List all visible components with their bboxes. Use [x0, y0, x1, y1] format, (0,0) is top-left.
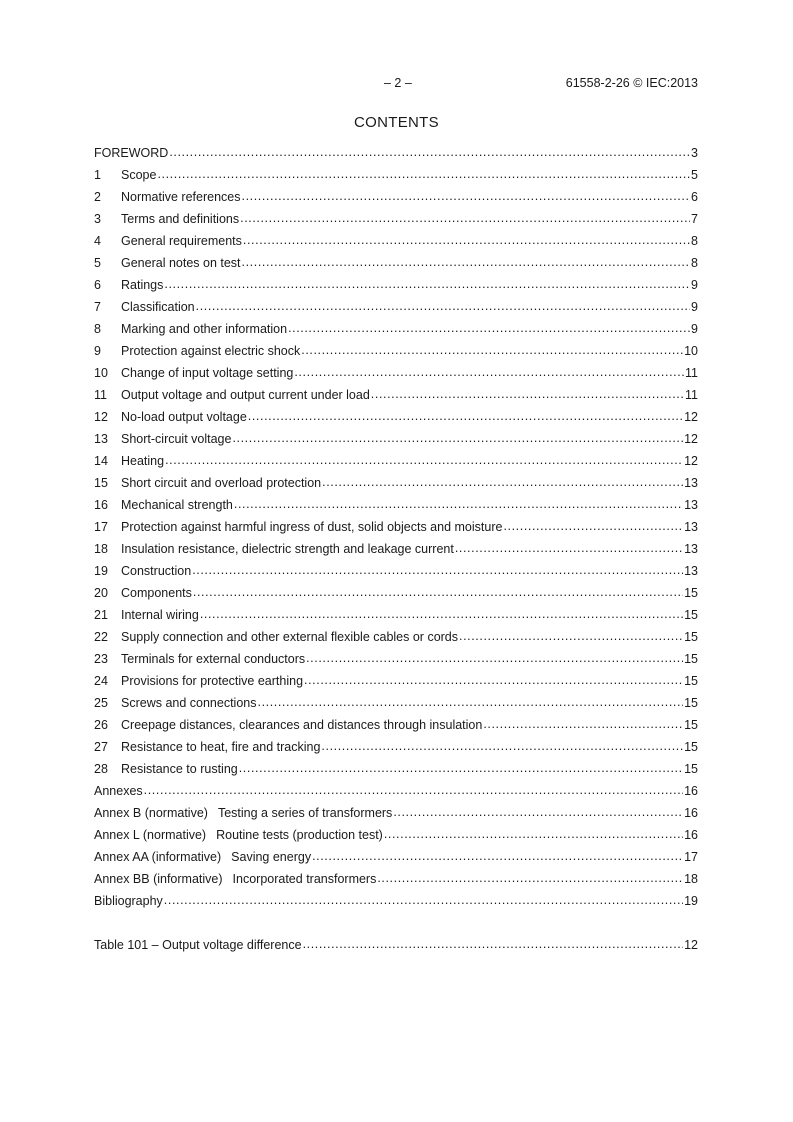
toc-entry-title: Terms and definitions: [121, 212, 240, 226]
toc-entry-clause[interactable]: [94, 670, 698, 692]
toc-entry-annex[interactable]: [94, 802, 698, 824]
dot-leader: [377, 867, 683, 889]
page-header: [94, 76, 698, 92]
toc-entry-page: 9: [691, 300, 698, 314]
toc-entry-clause[interactable]: [94, 252, 698, 274]
dot-leader: [455, 537, 683, 559]
dot-leader: [196, 295, 690, 317]
dot-leader: [312, 845, 683, 867]
toc-entry-page: 16: [684, 806, 698, 820]
annex-label: Annex BB (informative): [94, 872, 223, 886]
toc-entry-title: Heating: [121, 454, 165, 468]
toc-entry-clause[interactable]: [94, 230, 698, 252]
toc-entry-title: Components: [121, 586, 192, 600]
toc-entry-annex[interactable]: [94, 846, 698, 868]
toc-entry-title: Short-circuit voltage: [121, 432, 232, 446]
toc-entry-title: Supply connection and other external flexible cables or cords: [121, 630, 459, 644]
page-number: – 2 –: [384, 76, 412, 90]
toc-entry-page: 12: [684, 432, 698, 446]
toc-entry-clause[interactable]: [94, 340, 698, 362]
toc-entry-title: Scope: [121, 168, 157, 182]
toc-entry-title: Normative references: [121, 190, 241, 204]
toc-entry-title: Routine tests (production test): [216, 828, 383, 842]
dot-leader: [503, 515, 683, 537]
toc-entry-clause[interactable]: [94, 714, 698, 736]
toc-entry-number: 3: [94, 212, 101, 226]
toc-entry-foreword[interactable]: [94, 142, 698, 164]
dot-leader: [248, 405, 683, 427]
toc-entry-page: 15: [684, 740, 698, 754]
dot-leader: [157, 163, 690, 185]
toc-entry-clause[interactable]: [94, 736, 698, 758]
toc-entry-page: 11: [685, 366, 698, 380]
table-list: [94, 934, 698, 956]
toc-entry-page: 5: [691, 168, 698, 182]
toc-entry-annex[interactable]: [94, 868, 698, 890]
toc-entry-page: 8: [691, 256, 698, 270]
toc-entry-number: 17: [94, 520, 108, 534]
annex-label: Annex B (normative): [94, 806, 208, 820]
toc-entry-page: 13: [684, 542, 698, 556]
toc-entry-page: 12: [684, 410, 698, 424]
toc-entry-clause[interactable]: [94, 516, 698, 538]
dot-leader: [200, 603, 683, 625]
toc-entry-page: 6: [691, 190, 698, 204]
toc-entry-number: 18: [94, 542, 108, 556]
toc-entry-title: Resistance to heat, fire and tracking: [121, 740, 321, 754]
document-reference: 61558-2-26 © IEC:2013: [565, 76, 698, 90]
toc-entry-clause[interactable]: [94, 186, 698, 208]
dot-leader: [288, 317, 690, 339]
toc-entry-title: Short circuit and overload protection: [121, 476, 322, 490]
toc-entry-page: 13: [684, 520, 698, 534]
toc-entry-clause[interactable]: [94, 582, 698, 604]
toc-entry-number: 24: [94, 674, 108, 688]
toc-entry-clause[interactable]: [94, 318, 698, 340]
dot-leader: [459, 625, 683, 647]
toc-entry-number: 6: [94, 278, 101, 292]
toc-entry-number: 7: [94, 300, 101, 314]
dot-leader: [144, 779, 683, 801]
toc-entry-clause[interactable]: [94, 428, 698, 450]
toc-entry-clause[interactable]: [94, 494, 698, 516]
dot-leader: [164, 273, 690, 295]
toc-entry-page: 15: [684, 630, 698, 644]
dot-leader: [321, 735, 683, 757]
toc-entry-page: 15: [684, 608, 698, 622]
toc-entry-title: Provisions for protective earthing: [121, 674, 304, 688]
toc-entry-number: 1: [94, 168, 101, 182]
toc-entry-clause[interactable]: [94, 626, 698, 648]
toc-entry-page: 10: [684, 344, 698, 358]
toc-entry-title: Screws and connections: [121, 696, 257, 710]
toc-entry-number: 20: [94, 586, 108, 600]
clause-list: [94, 164, 698, 780]
toc-entry-title: General notes on test: [121, 256, 241, 270]
dot-leader: [242, 251, 691, 273]
toc-entry-page: 15: [684, 586, 698, 600]
dot-leader: [164, 889, 683, 911]
annex-list: [94, 802, 698, 890]
toc-entry-title: Incorporated transformers: [232, 872, 377, 886]
toc-entry-title: No-load output voltage: [121, 410, 247, 424]
dot-leader: [322, 471, 683, 493]
toc-entry-page: 19: [684, 894, 698, 908]
toc-entry-number: 10: [94, 366, 108, 380]
toc-entry-title: Insulation resistance, dielectric strength and leakage current: [121, 542, 454, 556]
toc-entry-title: Mechanical strength: [121, 498, 233, 512]
toc-entry-title: Protection against harmful ingress of dust, solid objects and moisture: [121, 520, 503, 534]
dot-leader: [294, 361, 684, 383]
toc-entry-number: 13: [94, 432, 108, 446]
dot-leader: [303, 933, 684, 955]
dot-leader: [192, 559, 683, 581]
toc-entry-page: 15: [684, 762, 698, 776]
dot-leader: [393, 801, 683, 823]
toc-entry-clause[interactable]: [94, 604, 698, 626]
toc-entry-page: 15: [684, 718, 698, 732]
toc-entry-title: General requirements: [121, 234, 242, 248]
toc-entry-number: 5: [94, 256, 101, 270]
toc-entry-title: Annexes: [94, 784, 143, 798]
toc-entry-number: 14: [94, 454, 108, 468]
toc-entry-number: 23: [94, 652, 108, 666]
toc-entry-number: 15: [94, 476, 108, 490]
toc-entry-clause[interactable]: [94, 362, 698, 384]
toc-entry-page: 18: [684, 872, 698, 886]
toc-entry-title: Protection against electric shock: [121, 344, 301, 358]
dot-leader: [169, 141, 690, 163]
toc-entry-number: 21: [94, 608, 108, 622]
toc-entry-title: Construction: [121, 564, 192, 578]
dot-leader: [239, 757, 683, 779]
annex-label: Annex L (normative): [94, 828, 207, 842]
toc-entry-number: 27: [94, 740, 108, 754]
toc-entry-title: Output voltage and output current under load: [121, 388, 370, 402]
toc-entry-title: Classification: [121, 300, 195, 314]
toc-entry-number: 9: [94, 344, 101, 358]
toc-entry-number: 12: [94, 410, 108, 424]
toc-entry-title: Testing a series of transformers: [217, 806, 393, 820]
toc-entry-page: 9: [691, 322, 698, 336]
toc-entry-page: 15: [684, 696, 698, 710]
toc-entry-title: FOREWORD: [94, 146, 169, 160]
dot-leader: [306, 647, 683, 669]
toc-entry-number: 25: [94, 696, 108, 710]
toc-entry-clause[interactable]: [94, 274, 698, 296]
toc-entry-page: 16: [684, 784, 698, 798]
toc-entry-title: Saving energy: [231, 850, 312, 864]
toc-entry-title: Bibliography: [94, 894, 163, 908]
dot-leader: [242, 185, 691, 207]
toc-entry-title: Internal wiring: [121, 608, 199, 622]
toc-entry-title: Marking and other information: [121, 322, 288, 336]
toc-entry-title: Ratings: [121, 278, 164, 292]
toc-entry-clause[interactable]: [94, 450, 698, 472]
toc-entry-number: 11: [94, 388, 107, 402]
toc-entry-page: 12: [684, 454, 698, 468]
annex-label: Annex AA (informative): [94, 850, 222, 864]
toc-entry-page: 9: [691, 278, 698, 292]
dot-leader: [193, 581, 683, 603]
dot-leader: [234, 493, 683, 515]
toc-entry-number: 19: [94, 564, 108, 578]
dot-leader: [240, 207, 690, 229]
toc-entry-title: Table 101 – Output voltage difference: [94, 938, 302, 952]
toc-entry-clause[interactable]: [94, 296, 698, 318]
toc-entry-page: 3: [691, 146, 698, 160]
toc-entry-number: 28: [94, 762, 108, 776]
toc-entry-page: 13: [684, 476, 698, 490]
toc-entry-clause[interactable]: [94, 208, 698, 230]
toc-entry-clause[interactable]: [94, 406, 698, 428]
toc-entry-table[interactable]: [94, 934, 698, 956]
toc-entry-page: 13: [684, 564, 698, 578]
dot-leader: [304, 669, 683, 691]
toc-entry-page: 16: [684, 828, 698, 842]
dot-leader: [301, 339, 683, 361]
toc-entry-annexes[interactable]: [94, 780, 698, 802]
toc-entry-clause[interactable]: [94, 384, 698, 406]
toc-entry-clause[interactable]: [94, 648, 698, 670]
toc-entry-title: Change of input voltage setting: [121, 366, 294, 380]
table-of-contents: [94, 142, 698, 956]
toc-entry-number: 26: [94, 718, 108, 732]
dot-leader: [165, 449, 683, 471]
toc-entry-title: Terminals for external conductors: [121, 652, 306, 666]
toc-entry-number: 8: [94, 322, 101, 336]
toc-entry-page: 11: [685, 388, 698, 402]
toc-entry-page: 15: [684, 674, 698, 688]
toc-entry-page: 12: [684, 938, 698, 952]
toc-entry-page: 15: [684, 652, 698, 666]
toc-entry-clause[interactable]: [94, 560, 698, 582]
dot-leader: [243, 229, 690, 251]
toc-entry-bibliography[interactable]: [94, 890, 698, 912]
toc-entry-title: Creepage distances, clearances and distances through insulation: [121, 718, 483, 732]
toc-entry-clause[interactable]: [94, 472, 698, 494]
toc-entry-number: 4: [94, 234, 101, 248]
contents-title: CONTENTS: [354, 114, 439, 131]
toc-entry-page: 8: [691, 234, 698, 248]
toc-entry-page: 7: [691, 212, 698, 226]
toc-entry-clause[interactable]: [94, 164, 698, 186]
toc-entry-number: 22: [94, 630, 108, 644]
toc-entry-number: 16: [94, 498, 108, 512]
toc-entry-annex[interactable]: [94, 824, 698, 846]
toc-entry-clause[interactable]: [94, 538, 698, 560]
dot-leader: [232, 427, 683, 449]
toc-entry-title: Resistance to rusting: [121, 762, 238, 776]
toc-entry-page: 17: [684, 850, 698, 864]
dot-leader: [258, 691, 684, 713]
dot-leader: [371, 383, 684, 405]
toc-entry-page: 13: [684, 498, 698, 512]
toc-entry-number: 2: [94, 190, 101, 204]
toc-entry-clause[interactable]: [94, 692, 698, 714]
dot-leader: [483, 713, 683, 735]
dot-leader: [384, 823, 683, 845]
section-spacer: [94, 912, 698, 934]
toc-entry-clause[interactable]: [94, 758, 698, 780]
